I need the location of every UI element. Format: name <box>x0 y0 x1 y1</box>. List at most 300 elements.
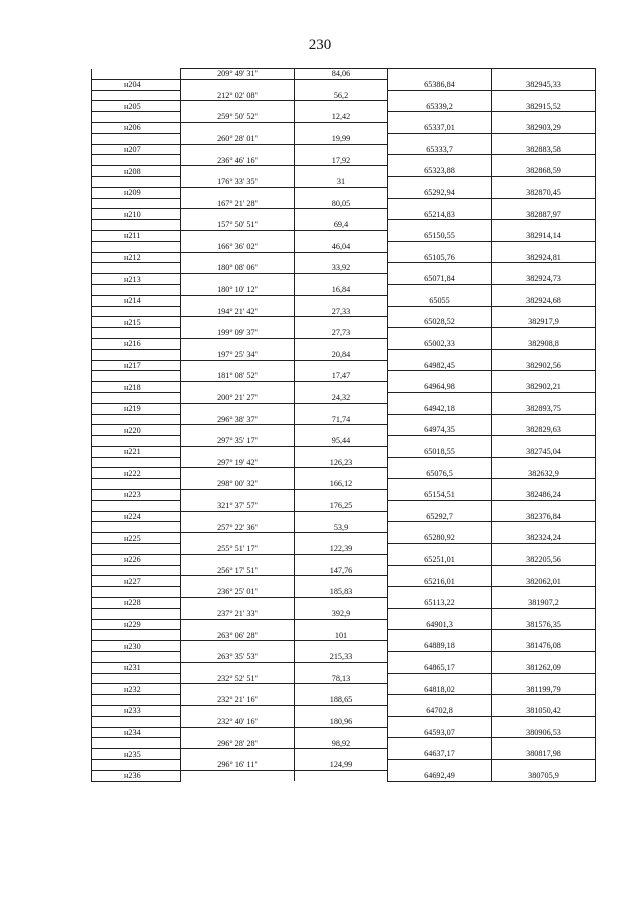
y-cell-empty <box>492 695 596 706</box>
angle-cell-empty <box>181 144 295 155</box>
x-cell: 65339,2 <box>388 101 492 112</box>
angle-cell: 321° 37' 57" <box>181 500 295 511</box>
angle-cell-empty <box>181 187 295 198</box>
point-cell-empty <box>92 133 181 144</box>
length-cell: 56,2 <box>295 90 388 101</box>
angle-cell-empty <box>181 641 295 652</box>
segment-row <box>92 544 596 555</box>
y-cell: 382924,73 <box>492 274 596 285</box>
point-row <box>92 662 596 673</box>
x-cell: 65154,51 <box>388 490 492 501</box>
length-cell: 101 <box>295 630 388 641</box>
segment-row <box>92 90 596 101</box>
angle-cell-empty <box>181 706 295 717</box>
angle-cell-empty <box>181 533 295 544</box>
point-cell-empty <box>92 69 181 80</box>
angle-cell: 263° 35' 53" <box>181 652 295 663</box>
length-cell: 188,65 <box>295 695 388 706</box>
point-row <box>92 230 596 241</box>
y-cell: 382902,56 <box>492 360 596 371</box>
angle-cell-empty <box>181 511 295 522</box>
y-cell-empty <box>492 414 596 425</box>
length-cell-empty <box>295 122 388 133</box>
y-cell: 382376,84 <box>492 511 596 522</box>
x-cell-empty <box>388 263 492 274</box>
point-cell: н226 <box>92 554 181 565</box>
length-cell: 185,83 <box>295 587 388 598</box>
segment-row <box>92 522 596 533</box>
x-cell: 65105,76 <box>388 252 492 263</box>
length-cell-empty <box>295 274 388 285</box>
y-cell: 382883,58 <box>492 144 596 155</box>
angle-cell: 157° 50' 51" <box>181 220 295 231</box>
length-cell: 20,84 <box>295 349 388 360</box>
point-cell: н205 <box>92 101 181 112</box>
angle-cell: 259° 50' 52" <box>181 112 295 123</box>
x-cell: 65028,52 <box>388 317 492 328</box>
angle-cell-empty <box>181 770 295 781</box>
point-cell-empty <box>92 695 181 706</box>
point-cell: н227 <box>92 576 181 587</box>
point-cell: н230 <box>92 641 181 652</box>
length-cell-empty <box>295 598 388 609</box>
y-cell: 382062,01 <box>492 576 596 587</box>
point-row <box>92 338 596 349</box>
length-cell-empty <box>295 166 388 177</box>
angle-cell-empty <box>181 619 295 630</box>
length-cell-empty <box>295 209 388 220</box>
point-cell-empty <box>92 198 181 209</box>
segment-row <box>92 695 596 706</box>
length-cell-empty <box>295 360 388 371</box>
angle-cell-empty <box>181 382 295 393</box>
point-cell-empty <box>92 587 181 598</box>
length-cell: 53,9 <box>295 522 388 533</box>
length-cell: 124,99 <box>295 760 388 771</box>
angle-cell: 194° 21' 42" <box>181 306 295 317</box>
angle-cell: 297° 19' 42" <box>181 457 295 468</box>
segment-row <box>92 392 596 403</box>
point-row <box>92 684 596 695</box>
y-cell-empty <box>492 544 596 555</box>
point-cell-empty <box>92 176 181 187</box>
y-cell: 380817,98 <box>492 749 596 760</box>
point-cell: н231 <box>92 662 181 673</box>
point-cell-empty <box>92 436 181 447</box>
x-cell: 65071,84 <box>388 274 492 285</box>
angle-cell-empty <box>181 576 295 587</box>
x-cell: 65323,88 <box>388 166 492 177</box>
length-cell-empty <box>295 101 388 112</box>
angle-cell-empty <box>181 166 295 177</box>
length-cell: 78,13 <box>295 673 388 684</box>
angle-cell: 236° 25' 01" <box>181 587 295 598</box>
point-row <box>92 727 596 738</box>
length-cell-empty <box>295 295 388 306</box>
angle-cell: 209° 49' 31" <box>181 69 295 80</box>
x-cell: 64692,49 <box>388 770 492 781</box>
y-cell: 382917,9 <box>492 317 596 328</box>
point-cell: н217 <box>92 360 181 371</box>
x-cell-empty <box>388 436 492 447</box>
point-cell: н225 <box>92 533 181 544</box>
length-cell: 17,92 <box>295 155 388 166</box>
point-row <box>92 598 596 609</box>
y-cell-empty <box>492 630 596 641</box>
length-cell-empty <box>295 230 388 241</box>
point-cell: н210 <box>92 209 181 220</box>
point-cell: н232 <box>92 684 181 695</box>
y-cell-empty <box>492 587 596 598</box>
y-cell-empty <box>492 176 596 187</box>
point-row <box>92 360 596 371</box>
angle-cell: 296° 28' 28" <box>181 738 295 749</box>
x-cell-empty <box>388 328 492 339</box>
x-cell-empty <box>388 414 492 425</box>
x-cell-empty <box>388 241 492 252</box>
point-cell-empty <box>92 241 181 252</box>
length-cell-empty <box>295 727 388 738</box>
point-cell-empty <box>92 90 181 101</box>
x-cell-empty <box>388 457 492 468</box>
point-row <box>92 122 596 133</box>
x-cell-empty <box>388 630 492 641</box>
point-cell: н233 <box>92 706 181 717</box>
segment-row <box>92 436 596 447</box>
point-cell: н209 <box>92 187 181 198</box>
angle-cell: 212° 02' 08" <box>181 90 295 101</box>
x-cell: 65150,55 <box>388 230 492 241</box>
point-row <box>92 490 596 501</box>
point-cell: н219 <box>92 403 181 414</box>
length-cell: 46,04 <box>295 241 388 252</box>
x-cell: 65002,33 <box>388 338 492 349</box>
point-cell: н222 <box>92 468 181 479</box>
y-cell: 381476,08 <box>492 641 596 652</box>
point-cell: н236 <box>92 770 181 781</box>
angle-cell-empty <box>181 230 295 241</box>
point-cell-empty <box>92 284 181 295</box>
angle-cell: 180° 10' 12" <box>181 284 295 295</box>
angle-cell: 296° 16' 11" <box>181 760 295 771</box>
point-cell-empty <box>92 500 181 511</box>
y-cell: 382205,56 <box>492 554 596 565</box>
page-number: 230 <box>308 37 332 53</box>
angle-cell: 298° 00' 32" <box>181 479 295 490</box>
angle-cell: 257° 22' 36" <box>181 522 295 533</box>
segment-row <box>92 349 596 360</box>
segment-row <box>92 133 596 144</box>
point-row <box>92 749 596 760</box>
point-row <box>92 770 596 781</box>
y-cell-empty <box>492 716 596 727</box>
x-cell: 65216,01 <box>388 576 492 587</box>
length-cell-empty <box>295 619 388 630</box>
segment-row <box>92 155 596 166</box>
point-cell-empty <box>92 349 181 360</box>
length-cell-empty <box>295 446 388 457</box>
point-cell: н221 <box>92 446 181 457</box>
angle-cell: 200° 21' 27" <box>181 392 295 403</box>
point-row <box>92 317 596 328</box>
length-cell: 147,76 <box>295 565 388 576</box>
x-cell-empty <box>388 760 492 771</box>
x-cell: 65113,22 <box>388 598 492 609</box>
y-cell: 382868,59 <box>492 166 596 177</box>
x-cell: 64974,35 <box>388 425 492 436</box>
point-cell: н228 <box>92 598 181 609</box>
angle-cell-empty <box>181 101 295 112</box>
length-cell: 69,4 <box>295 220 388 231</box>
x-cell: 64982,45 <box>388 360 492 371</box>
x-cell-empty <box>388 155 492 166</box>
x-cell: 65076,5 <box>388 468 492 479</box>
point-row <box>92 403 596 414</box>
segment-row <box>92 500 596 511</box>
coordinates-table <box>91 68 596 782</box>
point-cell-empty <box>92 112 181 123</box>
x-cell-empty <box>388 500 492 511</box>
y-cell-empty <box>492 284 596 295</box>
segment-row <box>92 587 596 598</box>
point-row <box>92 425 596 436</box>
y-cell-empty <box>492 652 596 663</box>
x-cell-empty <box>388 738 492 749</box>
x-cell: 65292,94 <box>388 187 492 198</box>
x-cell-empty <box>388 220 492 231</box>
x-cell: 64865,17 <box>388 662 492 673</box>
point-cell-empty <box>92 630 181 641</box>
point-row <box>92 554 596 565</box>
angle-cell-empty <box>181 684 295 695</box>
y-cell-empty <box>492 220 596 231</box>
point-cell: н212 <box>92 252 181 263</box>
point-cell: н223 <box>92 490 181 501</box>
angle-cell: 181° 08' 52" <box>181 371 295 382</box>
point-cell-empty <box>92 760 181 771</box>
y-cell-empty <box>492 69 596 80</box>
length-cell-empty <box>295 662 388 673</box>
y-cell-empty <box>492 565 596 576</box>
angle-cell-empty <box>181 338 295 349</box>
y-cell: 382924,81 <box>492 252 596 263</box>
segment-row <box>92 198 596 209</box>
length-cell-empty <box>295 403 388 414</box>
angle-cell: 237° 21' 33" <box>181 608 295 619</box>
point-cell-empty <box>92 371 181 382</box>
segment-row <box>92 371 596 382</box>
angle-cell-empty <box>181 274 295 285</box>
angle-cell-empty <box>181 727 295 738</box>
y-cell: 382915,52 <box>492 101 596 112</box>
y-cell: 381050,42 <box>492 706 596 717</box>
length-cell: 166,12 <box>295 479 388 490</box>
angle-cell-empty <box>181 490 295 501</box>
x-cell: 64702,8 <box>388 706 492 717</box>
x-cell-empty <box>388 695 492 706</box>
angle-cell-empty <box>181 209 295 220</box>
y-cell-empty <box>492 241 596 252</box>
length-cell: 16,84 <box>295 284 388 295</box>
length-cell: 95,44 <box>295 436 388 447</box>
x-cell: 64637,17 <box>388 749 492 760</box>
point-cell-empty <box>92 306 181 317</box>
angle-cell: 197° 25' 34" <box>181 349 295 360</box>
segment-row <box>92 630 596 641</box>
point-row <box>92 166 596 177</box>
segment-row <box>92 284 596 295</box>
point-cell: н216 <box>92 338 181 349</box>
x-cell: 64818,02 <box>388 684 492 695</box>
length-cell: 122,39 <box>295 544 388 555</box>
point-cell-empty <box>92 328 181 339</box>
point-row <box>92 295 596 306</box>
segment-row <box>92 608 596 619</box>
angle-cell-empty <box>181 554 295 565</box>
point-cell-empty <box>92 652 181 663</box>
segment-row <box>92 241 596 252</box>
point-row <box>92 101 596 112</box>
point-cell-empty <box>92 565 181 576</box>
x-cell-empty <box>388 608 492 619</box>
length-cell-empty <box>295 641 388 652</box>
length-cell-empty <box>295 533 388 544</box>
length-cell-empty <box>295 490 388 501</box>
y-cell-empty <box>492 479 596 490</box>
length-cell-empty <box>295 706 388 717</box>
y-cell: 381907,2 <box>492 598 596 609</box>
length-cell: 24,32 <box>295 392 388 403</box>
angle-cell-empty <box>181 403 295 414</box>
x-cell-empty <box>388 284 492 295</box>
length-cell-empty <box>295 749 388 760</box>
angle-cell: 297° 35' 17" <box>181 436 295 447</box>
segment-row <box>92 760 596 771</box>
length-cell-empty <box>295 252 388 263</box>
point-cell-empty <box>92 544 181 555</box>
angle-cell-empty <box>181 295 295 306</box>
length-cell-empty <box>295 382 388 393</box>
length-cell: 27,33 <box>295 306 388 317</box>
angle-cell-empty <box>181 360 295 371</box>
y-cell-empty <box>492 112 596 123</box>
point-cell-empty <box>92 716 181 727</box>
x-cell: 64964,98 <box>388 382 492 393</box>
length-cell-empty <box>295 425 388 436</box>
point-cell: н220 <box>92 425 181 436</box>
y-cell-empty <box>492 457 596 468</box>
y-cell-empty <box>492 371 596 382</box>
x-cell: 65337,01 <box>388 122 492 133</box>
x-cell-empty <box>388 69 492 80</box>
segment-row <box>92 220 596 231</box>
angle-cell: 232° 40' 16" <box>181 716 295 727</box>
point-row <box>92 274 596 285</box>
y-cell-empty <box>492 263 596 274</box>
angle-cell: 236° 46' 16" <box>181 155 295 166</box>
length-cell: 80,05 <box>295 198 388 209</box>
x-cell-empty <box>388 90 492 101</box>
segment-row <box>92 69 596 80</box>
y-cell: 382914,14 <box>492 230 596 241</box>
x-cell: 65333,7 <box>388 144 492 155</box>
point-row <box>92 511 596 522</box>
x-cell-empty <box>388 716 492 727</box>
length-cell: 12,42 <box>295 112 388 123</box>
angle-cell: 180° 08' 06" <box>181 263 295 274</box>
x-cell-empty <box>388 652 492 663</box>
point-cell: н204 <box>92 79 181 90</box>
length-cell: 27,73 <box>295 328 388 339</box>
y-cell-empty <box>492 392 596 403</box>
x-cell: 65292,7 <box>388 511 492 522</box>
segment-row <box>92 673 596 684</box>
point-row <box>92 706 596 717</box>
point-cell: н234 <box>92 727 181 738</box>
coordinates-table-body <box>92 69 596 782</box>
length-cell: 126,23 <box>295 457 388 468</box>
angle-cell: 199° 09' 37" <box>181 328 295 339</box>
length-cell-empty <box>295 770 388 781</box>
x-cell: 64942,18 <box>388 403 492 414</box>
angle-cell: 232° 21' 16" <box>181 695 295 706</box>
y-cell: 381199,79 <box>492 684 596 695</box>
angle-cell-empty <box>181 317 295 328</box>
x-cell: 64889,18 <box>388 641 492 652</box>
y-cell-empty <box>492 760 596 771</box>
x-cell: 64901,3 <box>388 619 492 630</box>
segment-row <box>92 457 596 468</box>
x-cell-empty <box>388 349 492 360</box>
x-cell-empty <box>388 587 492 598</box>
angle-cell: 260° 28' 01" <box>181 133 295 144</box>
x-cell-empty <box>388 306 492 317</box>
x-cell-empty <box>388 112 492 123</box>
y-cell-empty <box>492 198 596 209</box>
length-cell-empty <box>295 187 388 198</box>
y-cell: 382745,04 <box>492 446 596 457</box>
length-cell: 17,47 <box>295 371 388 382</box>
angle-cell: 232° 52' 51" <box>181 673 295 684</box>
segment-row <box>92 414 596 425</box>
angle-cell: 263° 06' 28" <box>181 630 295 641</box>
segment-row <box>92 306 596 317</box>
length-cell: 180,96 <box>295 716 388 727</box>
y-cell: 382486,24 <box>492 490 596 501</box>
y-cell: 381262,09 <box>492 662 596 673</box>
length-cell: 98,92 <box>295 738 388 749</box>
length-cell-empty <box>295 144 388 155</box>
length-cell-empty <box>295 317 388 328</box>
y-cell-empty <box>492 522 596 533</box>
y-cell-empty <box>492 90 596 101</box>
point-cell-empty <box>92 522 181 533</box>
y-cell-empty <box>492 436 596 447</box>
point-row <box>92 446 596 457</box>
segment-row <box>92 716 596 727</box>
x-cell-empty <box>388 673 492 684</box>
y-cell: 380705,9 <box>492 770 596 781</box>
y-cell: 382870,45 <box>492 187 596 198</box>
point-cell-empty <box>92 457 181 468</box>
point-row <box>92 641 596 652</box>
point-cell-empty <box>92 608 181 619</box>
length-cell: 392,9 <box>295 608 388 619</box>
point-cell-empty <box>92 673 181 684</box>
segment-row <box>92 565 596 576</box>
length-cell-empty <box>295 79 388 90</box>
point-row <box>92 187 596 198</box>
